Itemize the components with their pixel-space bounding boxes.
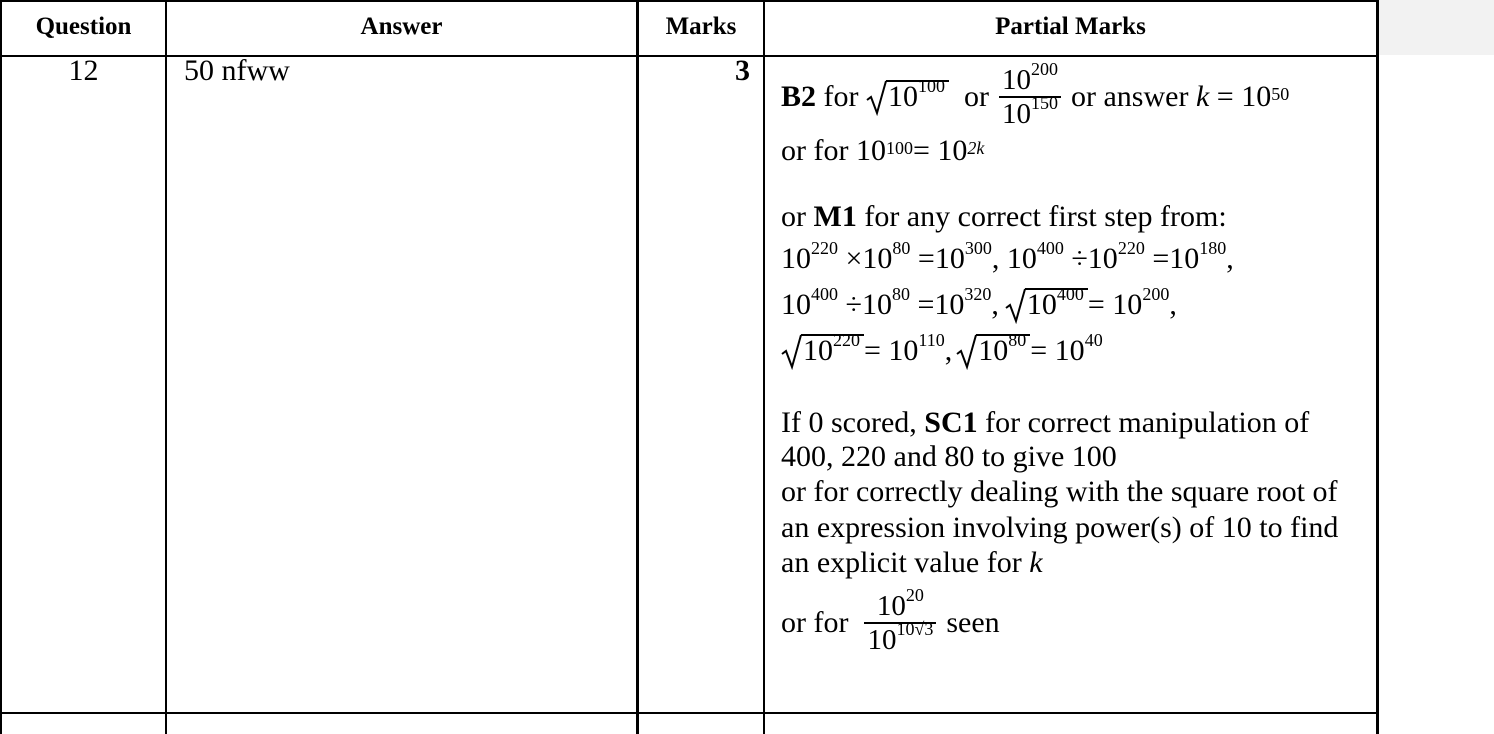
step2-expression: $10^{400} \div 10^{80} =10^{320}$,	[781, 284, 999, 321]
sc1-prefix: If 0 scored,	[781, 406, 917, 439]
radical-sign-icon	[781, 334, 803, 370]
sqrt-10-80: $10^{80}$	[956, 334, 1030, 368]
table-divider-marks	[763, 0, 765, 734]
answer-value: 50 nfww	[184, 54, 290, 87]
step3-mid: = $10^{110}$,	[864, 330, 953, 367]
frac-num-exp: 200	[1031, 59, 1058, 80]
sqrt-10-100	[866, 76, 949, 114]
step-line-3	[781, 328, 1373, 374]
step-line-2	[781, 282, 1373, 328]
b2-line: B2 for $10^{100}$ or $\frac{10^{200}}{10^{150}}$ or answer k = 10 $^{50}$	[781, 59, 1290, 130]
seen-text: seen	[946, 606, 1000, 639]
fraction-200-150	[999, 59, 1061, 130]
m1-text: for any correct first step from:	[864, 200, 1227, 233]
sc1-line-2: 400, 220 and 80 to give 100	[781, 440, 1117, 473]
sqrt-exp: 100	[918, 76, 945, 96]
header-partial-marks: Partial Marks	[995, 13, 1146, 40]
table-border-right	[1376, 0, 1379, 734]
last-den-base: 10	[867, 624, 897, 656]
k-variable: k	[1195, 80, 1210, 113]
m1-prefix: or	[781, 200, 806, 233]
m1-line	[781, 198, 1373, 236]
header-answer: Answer	[360, 13, 443, 40]
step-line-1	[781, 236, 1373, 282]
question-number: 12	[68, 54, 99, 87]
b2-for-text: for	[823, 80, 859, 113]
table-divider-question	[165, 0, 167, 734]
sc1-line	[781, 406, 1373, 440]
eq-10: = 10	[1216, 80, 1272, 113]
frac-num-base: 10	[1002, 64, 1031, 96]
frac-den-base: 10	[1002, 98, 1031, 130]
or-text: or	[964, 80, 989, 113]
radical-sign-icon	[1005, 288, 1027, 324]
radical-sign-icon	[956, 334, 978, 370]
fraction-20-over-10-root3	[864, 585, 936, 656]
sc1-line-4: an expression involving power(s) of 10 to find	[781, 511, 1339, 544]
or-answer-text: or answer	[1071, 80, 1189, 113]
header-question: Question	[35, 13, 132, 40]
row-bottom-rule	[0, 712, 1378, 714]
sc1-text: for correct manipulation of	[985, 406, 1310, 439]
eq-10b: = 10	[912, 134, 968, 167]
sc1-label: SC1	[924, 406, 978, 439]
header-background-strip	[1377, 0, 1494, 55]
m1-label: M1	[813, 200, 857, 233]
table-divider-answer	[636, 0, 639, 734]
frac-den-exp: 150	[1031, 93, 1058, 114]
or-for-line: or for 10 $^{100}$ = 10 $^{2k}$	[781, 134, 985, 167]
last-den-exp: 10√3	[896, 619, 934, 640]
step2-result: = $10^{200}$,	[1087, 284, 1177, 321]
last-num-exp: 20	[905, 585, 924, 606]
last-num-base: 10	[876, 590, 906, 622]
last-or-for: or for	[781, 606, 849, 639]
sqrt-10-400: $10^{400}$	[1005, 288, 1088, 322]
sc1-line-5	[781, 546, 1373, 580]
radical-sign-icon	[866, 80, 888, 116]
or-for-text: or for 10	[781, 134, 886, 167]
sqrt-base: 10	[888, 80, 918, 113]
b2-label: B2	[781, 80, 817, 113]
step3-end: = $10^{40}$	[1030, 330, 1103, 367]
header-marks: Marks	[665, 13, 737, 40]
k-variable-2: k	[1029, 546, 1043, 579]
partial-marks-content	[781, 59, 1373, 666]
sc1-line5-text: an explicit value for	[781, 546, 1022, 579]
step1-expression: $10^{220} \times 10^{80} =10^{300}$, $10^{400} \div 10^{220} =10^{180}$,	[781, 238, 1234, 275]
marks-value: 3	[735, 54, 750, 87]
sqrt-10-220: $10^{220}$	[781, 334, 864, 368]
table-border-left	[0, 0, 2, 734]
sc1-line-3: or for correctly dealing with the square root of	[781, 475, 1338, 508]
last-line	[781, 580, 1373, 666]
